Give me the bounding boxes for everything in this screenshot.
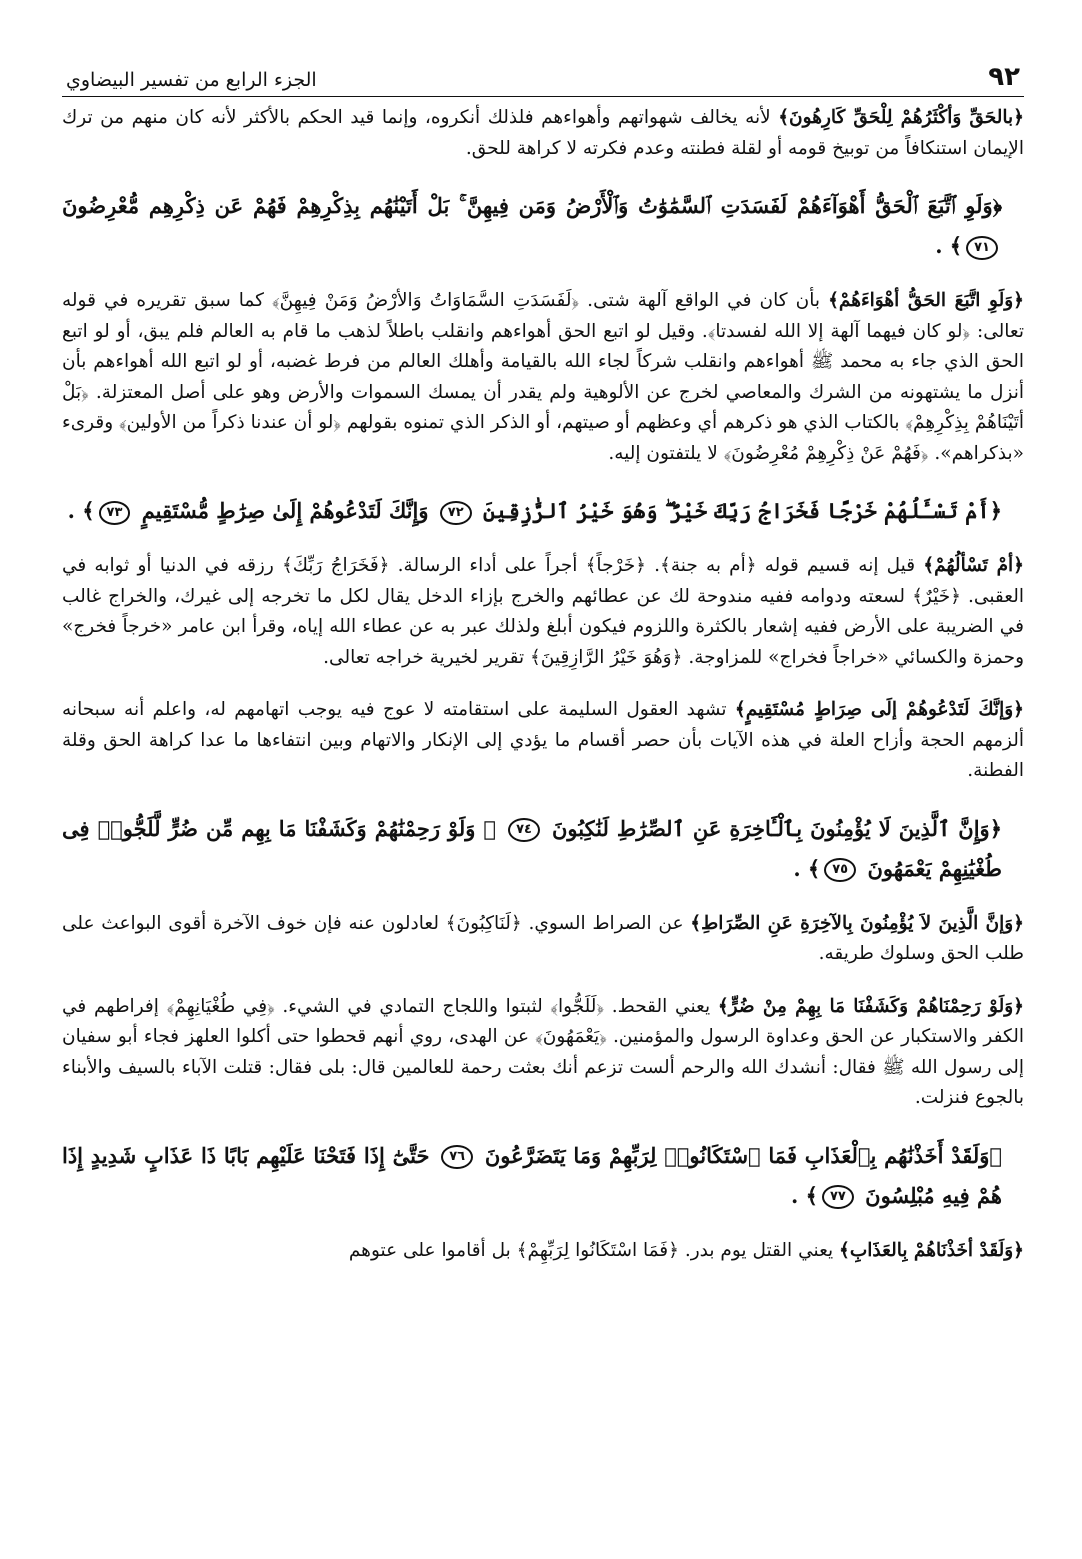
quran-citation: ﴿وَلَوْ رَحِمْنَاهُمْ وَكَشَفْنَا مَا بِهِمْ مِنْ ضُرٍّ﴾ (717, 995, 1025, 1017)
commentary-paragraph (62, 695, 1024, 787)
commentary-paragraph (62, 551, 1024, 673)
commentary-text: عن الصراط السوي. ﴿لَنَاكِبُونَ﴾ لعادلون عنه فإن خوف الآخرة أقوى البواعث على طلب الحق وسلوك طريقه. (62, 912, 1024, 964)
verse-close: ﴾ . (67, 498, 95, 523)
ayah-number-marker: ٧٢ (440, 501, 472, 525)
verse-text: وَإِنَّكَ لَتَدْعُوهُمْ إِلَىٰ صِرَٰطٍ مُّسْتَقِيمٍ (141, 498, 429, 523)
quran-verse-block (62, 186, 1024, 266)
verse-close: ﴾ . (935, 233, 963, 258)
verse-text: ﴿وَلَقَدْ أَخَذْنَٰهُم بِٱلْعَذَابِ فَمَا ٱسْتَكَانُوا۟ لِرَبِّهِمْ وَمَا يَتَضَرَّعُونَ (484, 1142, 1003, 1168)
verse-close: ﴾ . (791, 1182, 818, 1208)
verse-text: ﴿أَمْ تَسْـَٔلُهُمْ خَرْجًا فَخَرَاجُ رَبِّكَ خَيْرٌ ۖ وَهُوَ خَيْرُ ٱلرَّٰزِقِينَ (482, 498, 1002, 523)
verse-text: ﴿وَلَوِ ٱتَّبَعَ ٱلْحَقُّ أَهْوَآءَهُمْ لَفَسَدَتِ ٱلسَّمَٰوَٰتُ وَٱلْأَرْضُ وَمَن فِيهِنَّ ۚ بَلْ أَتَيْنَٰهُم بِذِكْرِهِمْ فَهُمْ عَن ذِكْرِهِم مُّعْرِضُونَ (62, 193, 1002, 218)
ayah-number-marker: ٧٣ (99, 501, 131, 525)
page-header (62, 48, 1024, 97)
verse-text: ﴿وَإِنَّ ٱلَّذِينَ لَا يُؤْمِنُونَ بِٱلْـَٔاخِرَةِ عَنِ ٱلصِّرَٰطِ لَنَٰكِبُونَ (551, 815, 1002, 841)
ayah-number-marker: ٧١ (966, 236, 998, 260)
commentary-paragraph (62, 1236, 1024, 1267)
ayah-number-marker: ٧٤ (508, 818, 540, 842)
quran-verse-block (62, 1136, 1024, 1216)
ayah-number-marker: ٧٧ (822, 1185, 854, 1209)
commentary-text: تشهد العقول السليمة على استقامته لا عوج فيه يوجب اتهامهم له، واعلم أنه سبحانه ألزمهم الحجة وأزاح العلة في هذه الآيات بأن حصر أقسام ما يؤدي إلى الإنكار والاتهام وبين انتفاءها ما عدا كراهة الحق وقلة الفطنة. (62, 699, 1024, 781)
commentary-paragraph (62, 286, 1024, 469)
quran-verse-block (62, 809, 1024, 889)
commentary-paragraph (62, 103, 1024, 164)
commentary-text: يعني القتل يوم بدر. ﴿فَمَا اسْتَكَانُوا لِرَبِّهِمْ﴾ بل أقاموا على عتوهم (348, 1239, 840, 1261)
commentary-text: قيل إنه قسيم قوله ﴿أم به جنة﴾. ﴿خَرْجاً﴾ أجراً على أداء الرسالة. ﴿فَخَرَاجُ رَبِّكَ﴾ رزقه في الدنيا أو ثوابه في العقبى. ﴿خَيْرٌ﴾ لسعته ودوامه ففيه مندوحة لك عن عطائهم والخرج بإزاء الدخل يقال لكل ما تخرجه إلى غيرك، والخراج غالب في الضريبة على الأرض ففيه إشعار بالكثرة واللزوم فيكون أبلغ ولذلك عبر به عن عطاء الله إياه، وقرأ ابن عامر «خرجاً فخرج» وحمزة والكسائي «خراجاً فخراج» للمزاوجة. ﴿وَهُوَ خَيْرُ الرَّازِقِينَ﴾ تقرير لخيرية خراجه تعالى. (62, 555, 1024, 668)
ayah-number-marker: ٧٥ (824, 858, 856, 882)
commentary-paragraph (62, 992, 1024, 1114)
quran-citation: ﴿وَإنَّكَ لَتَدْعُوهُمْ إلَى صِرَاطٍ مُسْتَقِيمٍ﴾ (734, 699, 1024, 720)
page-number: ٩٢ (988, 62, 1020, 92)
quran-citation: ﴿بالحَقِّ وَأكْثَرُهُمْ لِلْحَقِّ كَارِهُونَ﴾ (778, 107, 1024, 128)
quran-verse-block (62, 491, 1024, 531)
commentary-text: يعني القحط. ﴿لَلَجُّوا﴾ لثبتوا واللجاج التمادي في الشيء. ﴿فِي طُغْيَانِهِمْ﴾ إفراطهم في الكفر والاستكبار عن الحق وعداوة الرسول والمؤمنين. ﴿يَعْمَهُونَ﴾ عن الهدى، روي أنهم قحطوا حتى أكلوا العلهز فجاء أبو سفيان إلى رسول الله ﷺ فقال: أنشدك الله والرحم ألست تزعم أنك بعثت رحمة للعالمين قال: بلى فقال: قتلت الآباء بالسيف والأبناء بالجوع فنزلت. (62, 995, 1024, 1108)
ayah-number-marker: ٧٦ (441, 1145, 473, 1169)
running-title: الجزء الرابع من تفسير البيضاوي (66, 69, 317, 91)
quran-citation: ﴿وَلَوِ اتَّبَعَ الحَقُّ أهْوَاءَهُمْ﴾ (828, 290, 1024, 311)
commentary-text: بأن كان في الواقع آلهة شتى. ﴿لَفَسَدَتِ السَّمَاوَاتُ وَالأرْضُ وَمَنْ فِيهِنَّ﴾ كما سبق تقريره في قوله تعالى: ﴿لو كان فيهما آلهة إلا الله لفسدتا﴾. وقيل لو اتبع الحق أهواءهم وانقلب باطلاً لذهب ما قام به العالم فلم يبق، أو لو اتبع الحق الذي جاء به محمد ﷺ أهواءهم وانقلب شركاً لجاء الله بالقيامة وأهلك العالم من فرط غضبه، أو لو اتبع الله أهواءهم بأن أنزل ما يشتهونه من الشرك والمعاصي لخرج عن الألوهية ولم يقدر أن يمسك السموات والأرض وهو على أصل المعتزلة. ﴿بَلْ أتَيْنَاهُمْ بِذِكْرِهِمْ﴾ بالكتاب الذي هو ذكرهم أي وعظهم أو صيتهم، أو الذكر الذي تمنوه بقولهم ﴿لو أن عندنا ذكراً من الأولين﴾ وقرىء «بذكراهم». ﴿فَهُمْ عَنْ ذِكْرِهِمْ مُعْرِضُونَ﴾ لا يلتفتون إليه. (62, 290, 1024, 464)
document-page (62, 48, 1024, 1528)
verse-text: حَتَّىٰٓ إِذَا فَتَحْنَا عَلَيْهِم بَابًا ذَا عَذَابٍ شَدِيدٍ إِذَا هُمْ فِيهِ مُبْلِسُونَ (62, 1142, 1002, 1208)
commentary-paragraph (62, 909, 1024, 970)
page-body (62, 97, 1024, 1266)
quran-citation: ﴿وَلَقَدْ أخَذْنَاهُمْ بِالعَذَابِ﴾ (839, 1239, 1024, 1261)
quran-citation: ﴿وَإنَّ الَّذِينَ لاَ يُؤْمِنُونَ بِالآخِرَةِ عَنِ الصِّرَاطِ﴾ (690, 912, 1024, 934)
quran-citation: ﴿أمْ تَسْألُهُمْ﴾ (923, 555, 1025, 576)
verse-close: ﴾ . (793, 855, 821, 881)
verse-text: ۞ وَلَوْ رَحِمْنَٰهُمْ وَكَشَفْنَا مَا بِهِم مِّن ضُرٍّ لَّلَجُّوا۟ فِى طُغْيَٰنِهِمْ يَعْمَهُونَ (62, 815, 1002, 881)
commentary-text: لأنه يخالف شهواتهم وأهواءهم فلذلك أنكروه، وإنما قيد الحكم بالأكثر لأنه كان منهم من ترك الإيمان استنكافاً من توبيخ قومه أو لقلة فطنته وعدم فكرته لا كراهة للحق. (62, 107, 1024, 159)
